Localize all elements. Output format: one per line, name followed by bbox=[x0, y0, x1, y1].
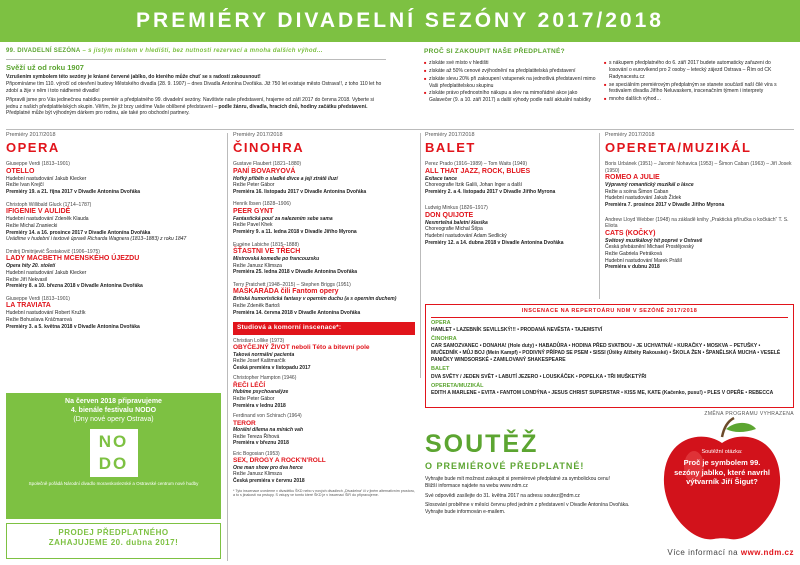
repertoire-box bbox=[425, 304, 794, 408]
show-pani-bovaryova: Gustave Flaubert (1821–1880) PANÍ BOVARYOVÁ Hořký příběh o sladké dívce a její ztrátě iluzí Režie Peter Gábor Premiéra 16. listopadu 2017 v Divadle Antonína Dvořáka bbox=[233, 161, 367, 195]
show-peer-gynt: Henrik Ibsen (1828–1906) PEER GYNT Fantastická pouť za nalezením sebe sama Režie Pavel Khek Premiéry 9. a 11. ledna 2018 v Divadle Jiřího Myrona bbox=[233, 201, 357, 236]
sale-line2: ZAHAJUJEME 20. dubna 2017! bbox=[48, 538, 179, 548]
rep-group-title: OPERETA/MUZIKÁL bbox=[431, 382, 484, 389]
contest-p1: Vyhrajte bude mít možnost zakoupit si premiérové předplatné za symbolickou cenu! bbox=[425, 476, 610, 483]
intro-heading bbox=[6, 48, 386, 56]
balet-column bbox=[425, 132, 595, 252]
show-lady-macbeth: Dmitrij Dmitrijevič Šostakovič (1906–1975) LADY MACBETH MCENSKÉHO ÚJEZDU Opera hity 20. století Hudební nastudování Jakub Klecker Režie Jiří Nekvasil Premiéry 8. a 10. března 2018 v Divadle Antonína Dvořáka bbox=[6, 248, 143, 290]
why-item: ■ s nákupem předplatného do 6. září 2017 budete automaticky zařazeni do losování o eurovíkend pro 2 osoby – letecký zájezd Ostrava – Řím od CK Radynacestu.cz bbox=[604, 60, 786, 80]
show-obycejny-zivot: Christian Lollike (1973) OBYČEJNÝ ŽIVOT neboli Této a bitevní pole Taková normální pacienta Režie Josef Kaštmarčík Česká premiéra v listopadu 2017 bbox=[233, 337, 370, 371]
more-info bbox=[600, 548, 794, 558]
intro-title: 99. DIVADELNÍ SEZÓNA bbox=[6, 48, 81, 54]
show-all-that-jazz: Perez Prado (1916–1989) – Tom Waits (1949) ALL THAT JAZZ, ROCK, BLUES Exitace tance Choreografie Itzik Galili, Johan Inger a další Premiéry 2. a 4. listopadu 2017 v Divadle Jiřího Myrona bbox=[425, 161, 556, 195]
apple-question bbox=[672, 449, 772, 486]
divider bbox=[599, 133, 600, 299]
cinohra-title: ČINOHRA bbox=[233, 140, 305, 156]
show-ifigenie: Christoph Willibald Gluck (1714–1787) IFIGENIE V AULIDĚ Hudební nastudování Zdeněk Klauda Režie Michal Znaniecki Premiéry 14. a 16. prosince 2017 v Divadle Antonína Dvořáka Uvádíme v hudební i textové úpravě Richarda Wagnera (1813–1883) z roku 1847 bbox=[6, 201, 187, 243]
why-item: ■ získáte slevu 20% při zakoupení vstupenek na jednotlivá představení mimo Vaši předplatitelskou skupinu bbox=[424, 76, 596, 90]
divider bbox=[6, 129, 794, 130]
contest-p3: Své odpovědi zasílejte do 31. května 2017 na adresu soutez@ndm.cz bbox=[425, 492, 580, 499]
contest-subtitle: O PREMIÉROVÉ PŘEDPLATNÉ! bbox=[425, 460, 585, 471]
why-list-right bbox=[604, 60, 786, 105]
contest-p2: Bližší informace najdete na webu www.ndm.cz bbox=[425, 482, 528, 489]
rep-group-title: BALET bbox=[431, 366, 450, 373]
rep-group-title: ČINOHRA bbox=[431, 336, 457, 343]
rep-group-title: OPERA bbox=[431, 320, 451, 327]
opera-column bbox=[6, 132, 221, 336]
opera-title: OPERA bbox=[6, 140, 60, 156]
divider bbox=[420, 133, 421, 378]
opereta-title: OPERETA/MUZIKÁL bbox=[605, 140, 752, 156]
contest-title: SOUTĚŽ bbox=[425, 430, 539, 458]
show-maskarada: Terry Pratchett (1948–2015) – Stephen Briggs (1951) MAŠKARÁDA čili Fantom opery Britská humoristická fantasy v operním duchu (a s operním duchem) Režie Zdeněk Bartoš Premiéra 14. června 2018 v Divadle Antonína Dvořáka bbox=[233, 281, 397, 316]
opereta-column bbox=[605, 132, 795, 277]
apple-q-text: Proč je symbolem 99. sezóny jablko, které navrhl výtvarník Jiří Šigut? bbox=[674, 458, 770, 486]
why-item: ■ mnoho dalších výhod… bbox=[604, 96, 786, 103]
show-reci-leci: Christopher Hampton (1946) ŘEČI LÉČÍ Hubíme psychoanalýze Režie Peter Gábor Premiéra v lednu 2018 bbox=[233, 375, 297, 409]
page-banner bbox=[0, 0, 800, 42]
why-item: ■ získáte právo přednostního nákupu a slev na mimořádné akce jako Galavečer (9. a 10. září 2017) a další výhody podle naší aktuální nabídky bbox=[424, 90, 596, 104]
intro-p2: Připomínáme tím 110. výročí od otevření budovy Městského divadla (28. 9. 1907) – dnes Divadla Antonína Dvořáka. Již 750 let existuje město Ostrava!!, z toho 110 let ho zdobí a žije v něm i toto nádherné divadlo! bbox=[6, 81, 382, 95]
sale-line1: PRODEJ PŘEDPLATNÉHO bbox=[58, 528, 169, 537]
cinohra-column bbox=[233, 132, 415, 498]
intro-p3: Připravili jsme pro Vás jedinečnou nabídku premiér a předplatného 99. divadelní sezóny. Navštivte naše představení, hrajeme od září 2017 do června 2018. Vyberte si jednu z našich předplatitelských skupin. Věřím, že již brzy uvidíme Vaše oblíbené představení – podle žánru, divadla, hracích dnů, hodiny začátku představení. Předplatné může být výhodným dárkem pro rodinu, ale také pro obchodní partnery. bbox=[6, 96, 374, 117]
show-otello: Giuseppe Verdi (1813–1901) OTELLO Hudební nastudování Jakub Klecker Režie Ivan Krejčí Premiéry 19. a 21. října 2017 v Divadle Antonína Dvořáka bbox=[6, 161, 141, 196]
website-link[interactable]: www.ndm.cz bbox=[740, 548, 794, 557]
why-item: ■ se speciálním premiérovým předplatným se stanete součástí naší čilé víra s festivalem divadla Jiřího Neluvaskem, inscenačním týmem i interprety bbox=[604, 82, 786, 96]
why-section bbox=[424, 48, 794, 105]
show-cats: Andrew Lloyd Webber (1948) na základě knihy „Praktická příručka o kočkách“ T. S. Eliota CATS (KOČKY) Světový muzikálový hit poprvé v Ostravě Česká přebásnění Michael Prostějovský Režie Gabriela Petráková Hudební nastudování Marek Prášil Premiéra v dubnu 2018 bbox=[605, 216, 789, 271]
why-title: PROČ SI ZAKOUPIT NAŠE PŘEDPLATNÉ? bbox=[424, 48, 565, 55]
show-sex-drogy: Eric Bogosian (1953) SEX, DROGY A ROCK'N'ROLL One man show pro dva herce Režie Janusz Klimsza Česká premiéra v červnu 2018 bbox=[233, 450, 326, 485]
rep-group-list: EDITH A MARLENE • EVITA • FANTOM LONDÝNA • JESUS CHRIST SUPERSTAR • KISS ME, KATE (Kačenko, pusu!) • PLES V OPEŘE • REBECCA bbox=[431, 389, 774, 396]
nodo-line2: 4. bienále festivalu NODO bbox=[70, 407, 157, 415]
divider bbox=[227, 133, 228, 561]
column-label: Premiéry 2017/2018 bbox=[425, 132, 475, 138]
page-title: PREMIÉRY DIVADELNÍ SEZÓNY 2017/2018 bbox=[136, 9, 664, 33]
column-label: Premiéry 2017/2018 bbox=[605, 132, 655, 138]
intro-subtitle: – s jistým místem v hledišti, bez nutnosti rezervací a mnoha dalších výhod… bbox=[80, 48, 324, 54]
show-romeo-a-julie: Boris Urbánek (1951) – Jaromír Nohavica (1953) – Šimon Caban (1963) – Jiří Josek (1950) ROMEO A JULIE Výpravný romantický muzikál o lásce Režie a scéna Šimon Caban Hudební nastudování Jakub Žídek Premiéra 7. prosince 2017 v Divadle Jiřího Myrona bbox=[605, 161, 792, 209]
rep-group-list: DVA SVĚTY / JEDEN SVĚT • LABUTÍ JEZERO • LOUSKÁČEK • POPELKA • TŘI MUŠKETÝŘI bbox=[431, 373, 647, 380]
rep-group-list: CAR SAMOZVANEC • DONAHA! (Hole duty) • HABADŮRA • HODINA PŘED SVATBOU • JE UCHVATNÁ! • KURAČKY • MOSKVA – PETUŠKY • MUČEDNÍK • MŮJ BOJ (Mein Kampf) • PODIVNÝ PŘÍPAD SE PSEM • SISSI (Útěky Alžběty Rakouské) • ŠKOLA ŽEN • ŠPANĚLSKÁ MUCHA • VESELÉ PANIČKY WINDSORSKÉ • ZAMILOVANÝ SHAKESPEARE bbox=[431, 343, 781, 364]
apple-graphic bbox=[652, 415, 792, 545]
nodo-line3: (Dny nové opery Ostrava) bbox=[73, 416, 154, 424]
program-change-note: ZMĚNA PROGRAMU VYHRAZENA bbox=[704, 411, 794, 417]
contest-section bbox=[425, 428, 645, 516]
show-teror: Ferdinand von Schirach (1964) TEROR Morální dilema na mírách vah Režie Tereza Říhová Premiéra v březnu 2018 bbox=[233, 413, 304, 447]
why-item: ■ získáte své místo v hledišti bbox=[424, 60, 596, 67]
intro-p1: Vzrušením symbolem této sezóny je krásné červené jablko, do kterého může chuť se s radostí zakousnout! bbox=[6, 73, 261, 80]
column-label: Premiéry 2017/2018 bbox=[6, 132, 56, 138]
sale-box bbox=[6, 523, 221, 559]
repertoire-header: INSCENACE NA REPERTOÁRU NDM V SEZÓNĚ 2017/2018 bbox=[521, 308, 698, 314]
nodo-logo: NO DO bbox=[90, 429, 138, 477]
show-stastni-ve-trech: Eugène Labiche (1815–1888) ŠŤASTNI VE TŘECH Mistrovská komedie po francouzsku Režie Janusz Klimsza Premiéra 25. ledna 2018 v Divadle Antonína Dvořáka bbox=[233, 241, 358, 276]
nodo-small: Společně pořádá Národní divadlo moravskoslezské a Ostravské centrum nové hudby bbox=[28, 481, 199, 487]
intro-since: Svěží už od roku 1907 bbox=[6, 62, 84, 72]
why-list-left bbox=[424, 60, 596, 105]
more-info-label: Více informací na bbox=[667, 548, 741, 557]
balet-title: BALET bbox=[425, 140, 476, 156]
column-label: Premiéry 2017/2018 bbox=[233, 132, 283, 138]
intro-section bbox=[6, 48, 386, 117]
studio-note: * Tyto inscenace uvedeme v divadélku ŠKD nebo v nových divadlech „Divadelna“ či v jiném alternativním prostoru, a to s jinakostí na prstupy. S vstupy ve tomto které ŠKD je v inscenaci ŠIR do připravujeme. bbox=[233, 488, 415, 498]
apple-q-label: Soutěžní otázka: bbox=[701, 449, 743, 455]
nodo-festival-box bbox=[6, 393, 221, 519]
show-la-traviata: Giuseppe Verdi (1813–1901) LA TRAVIATA Hudební nastudování Robert Kružík Režie Bohuslava Kráčmarová Premiéry 3. a 5. května 2018 v Divadle Antonína Dvořáka bbox=[6, 295, 140, 330]
studio-list bbox=[233, 338, 415, 498]
contest-p4: Slosování proběhne v měsíci červnu před jedním z představení v Divadle Antonína Dvořáka. Vyhrajte bude informován e-mailem. bbox=[425, 502, 630, 516]
rep-group-list: HAMLET • LAZEBNÍK SEVILLSKÝ!!! • PRODANÁ NEVĚSTA • TAJEMSTVÍ bbox=[431, 327, 603, 334]
studio-bar: Studiová a komorní inscenace*: bbox=[233, 322, 415, 334]
why-item: ■ získáte až 50% cenové zvýhodnění na předplatitelská představení bbox=[424, 68, 596, 75]
nodo-line1: Na červen 2018 připravujeme bbox=[65, 398, 162, 405]
show-don-quijote: Ludwig Minkus (1826–1917) DON QUIJOTE Nesmrtelná baletní klasika Choreografie Michal Štípa Hudební nastudování Adam Sedlický Premiéry 12. a 14. dubna 2018 v Divadle Antonína Dvořáka bbox=[425, 205, 564, 246]
